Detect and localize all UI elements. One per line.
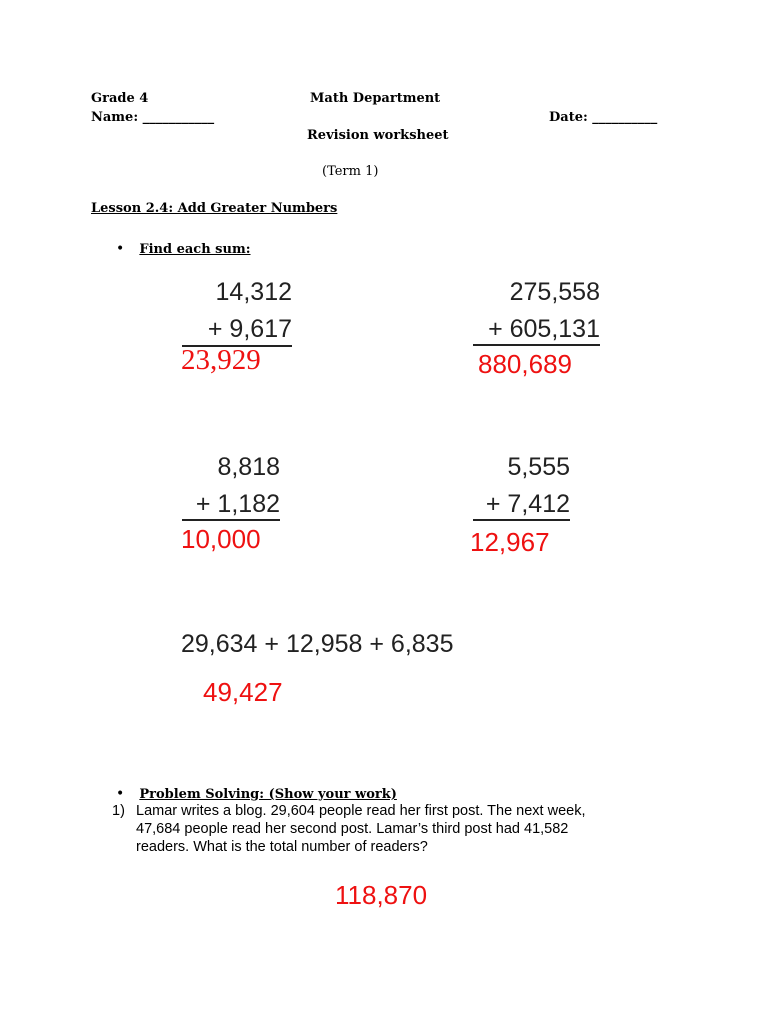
problem-4-bottom-number: + 7,412 (485, 490, 570, 518)
name-field-label: Name: ___________ (91, 110, 215, 125)
problem-solving-heading-item (116, 783, 397, 802)
department-label: Math Department (310, 91, 441, 106)
word-problem-line-3: readers. What is the total number of readers? (136, 839, 428, 855)
bullet-icon: • (116, 241, 125, 257)
problem-2-top-number: 275,558 (509, 278, 600, 306)
problem-2-sum-line (473, 344, 600, 346)
problem-3-top-number: 8,818 (217, 453, 280, 481)
problem-1-answer: 23,929 (181, 344, 261, 376)
problem-solving-heading: Problem Solving: (Show your work) (139, 787, 397, 802)
problem-1-top-number: 14,312 (215, 278, 292, 306)
problem-4-sum-line (473, 519, 570, 521)
problem-2-bottom-number: + 605,131 (488, 315, 600, 343)
worksheet-title: Revision worksheet (307, 128, 449, 143)
grade-label: Grade 4 (91, 91, 149, 106)
problem-3-sum-line (182, 519, 280, 521)
instruction-item (116, 238, 251, 257)
horizontal-expression: 29,634 + 12,958 + 6,835 (181, 630, 454, 658)
date-field-label: Date: __________ (549, 110, 658, 125)
problem-3-bottom-number: + 1,182 (195, 490, 280, 518)
lesson-title: Lesson 2.4: Add Greater Numbers (91, 201, 338, 216)
horizontal-answer: 49,427 (203, 677, 283, 707)
word-problem-number: 1) (112, 803, 125, 819)
bullet-icon: • (116, 786, 125, 802)
problem-4-top-number: 5,555 (507, 453, 570, 481)
problem-4-answer: 12,967 (470, 527, 550, 557)
instruction-text: Find each sum: (139, 242, 251, 257)
word-problem-line-2: 47,684 people read her second post. Lamar’s third post had 41,582 (136, 821, 569, 837)
term-label: (Term 1) (322, 164, 379, 179)
problem-3-answer: 10,000 (181, 524, 261, 554)
problem-1-bottom-number: + 9,617 (207, 315, 292, 343)
word-problem-line-1: Lamar writes a blog. 29,604 people read her first post. The next week, (136, 803, 586, 819)
problem-2-answer: 880,689 (478, 349, 572, 379)
word-problem-answer: 118,870 (335, 880, 428, 910)
